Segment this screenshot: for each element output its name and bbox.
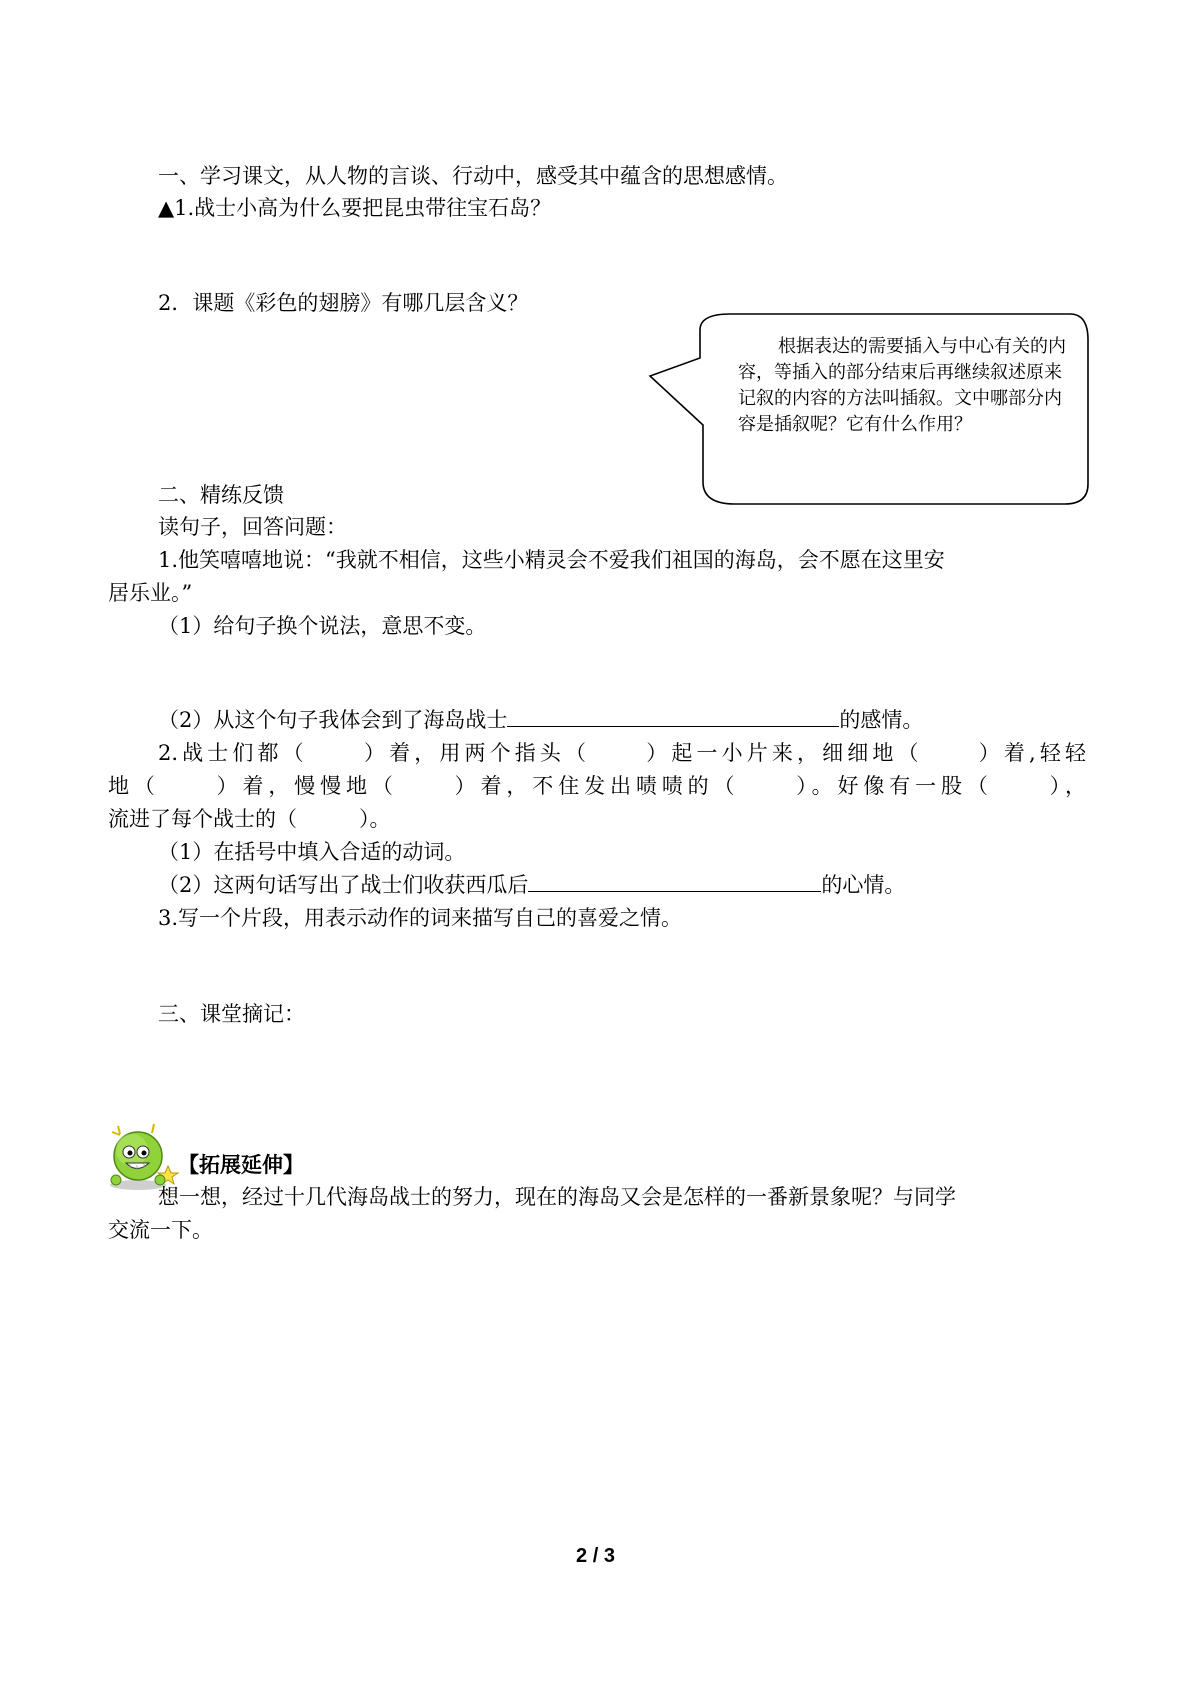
question-2: 2．课题《彩色的翅膀》有哪几层含义？ xyxy=(158,291,529,315)
extension-line1: 想一想，经过十几代海岛战士的努力，现在的海岛又会是怎样的一番新景象呢？与同学 xyxy=(158,1185,956,1209)
item2-line3: 流进了每个战士的（ ）。 xyxy=(108,807,391,831)
section2-heading: 二、精练反馈 xyxy=(158,483,284,507)
item3: 3.写一个片段，用表示动作的词来描写自己的喜爱之情。 xyxy=(158,906,683,930)
item1-line2: 居乐业。” xyxy=(108,581,193,605)
smiley-mascot-icon xyxy=(108,1122,186,1192)
item2-sub1: （1）在括号中填入合适的动词。 xyxy=(158,840,466,864)
answer-blank[interactable] xyxy=(507,706,839,727)
extension-line2: 交流一下。 xyxy=(108,1218,213,1242)
item2-sub2-suffix: 的心情。 xyxy=(821,873,906,897)
item1-sub1: （1）给句子换个说法，意思不变。 xyxy=(158,614,487,638)
item2-sub2-prefix: （2）这两句话写出了战士们收获西瓜后 xyxy=(158,873,529,897)
section1-heading: 一、学习课文，从人物的言谈、行动中，感受其中蕴含的思想感情。 xyxy=(158,164,788,188)
item2-line2: 地（ ）着，慢慢地（ ）着，不住发出啧啧的（ ）。好像有一股（ ）， xyxy=(108,774,1087,798)
extension-title: 【拓展延伸】 xyxy=(178,1152,304,1177)
item1-line1: 1.他笑嘻嘻地说：“我就不相信，这些小精灵会不爱我们祖国的海岛，会不愿在这里安 xyxy=(158,548,945,572)
answer-blank[interactable] xyxy=(528,871,821,892)
page-number: 2 / 3 xyxy=(576,1545,615,1567)
item2-line1: 2.战士们都（ ）着，用两个指头（ ）起一小片来，细细地（ ）着,轻轻 xyxy=(158,741,1086,765)
section2-instruction: 读句子，回答问题： xyxy=(158,515,347,539)
item1-sub2-suffix: 的感情。 xyxy=(839,708,924,732)
item2-sub2 xyxy=(158,871,905,899)
section3-heading: 三、课堂摘记： xyxy=(158,1002,305,1026)
item1-sub2-prefix: （2）从这个句子我体会到了海岛战士 xyxy=(158,708,508,732)
callout-text: 根据表达的需要插入与中心有关的内容，等插入的部分结束后再继续叙述原来记叙的内容的方法叫插叙。文中哪部分内容是插叙呢？它有什么作用？ xyxy=(738,336,1066,435)
item1-sub2 xyxy=(158,706,923,734)
question-1: ▲1.战士小高为什么要把昆虫带往宝石岛？ xyxy=(158,196,552,220)
